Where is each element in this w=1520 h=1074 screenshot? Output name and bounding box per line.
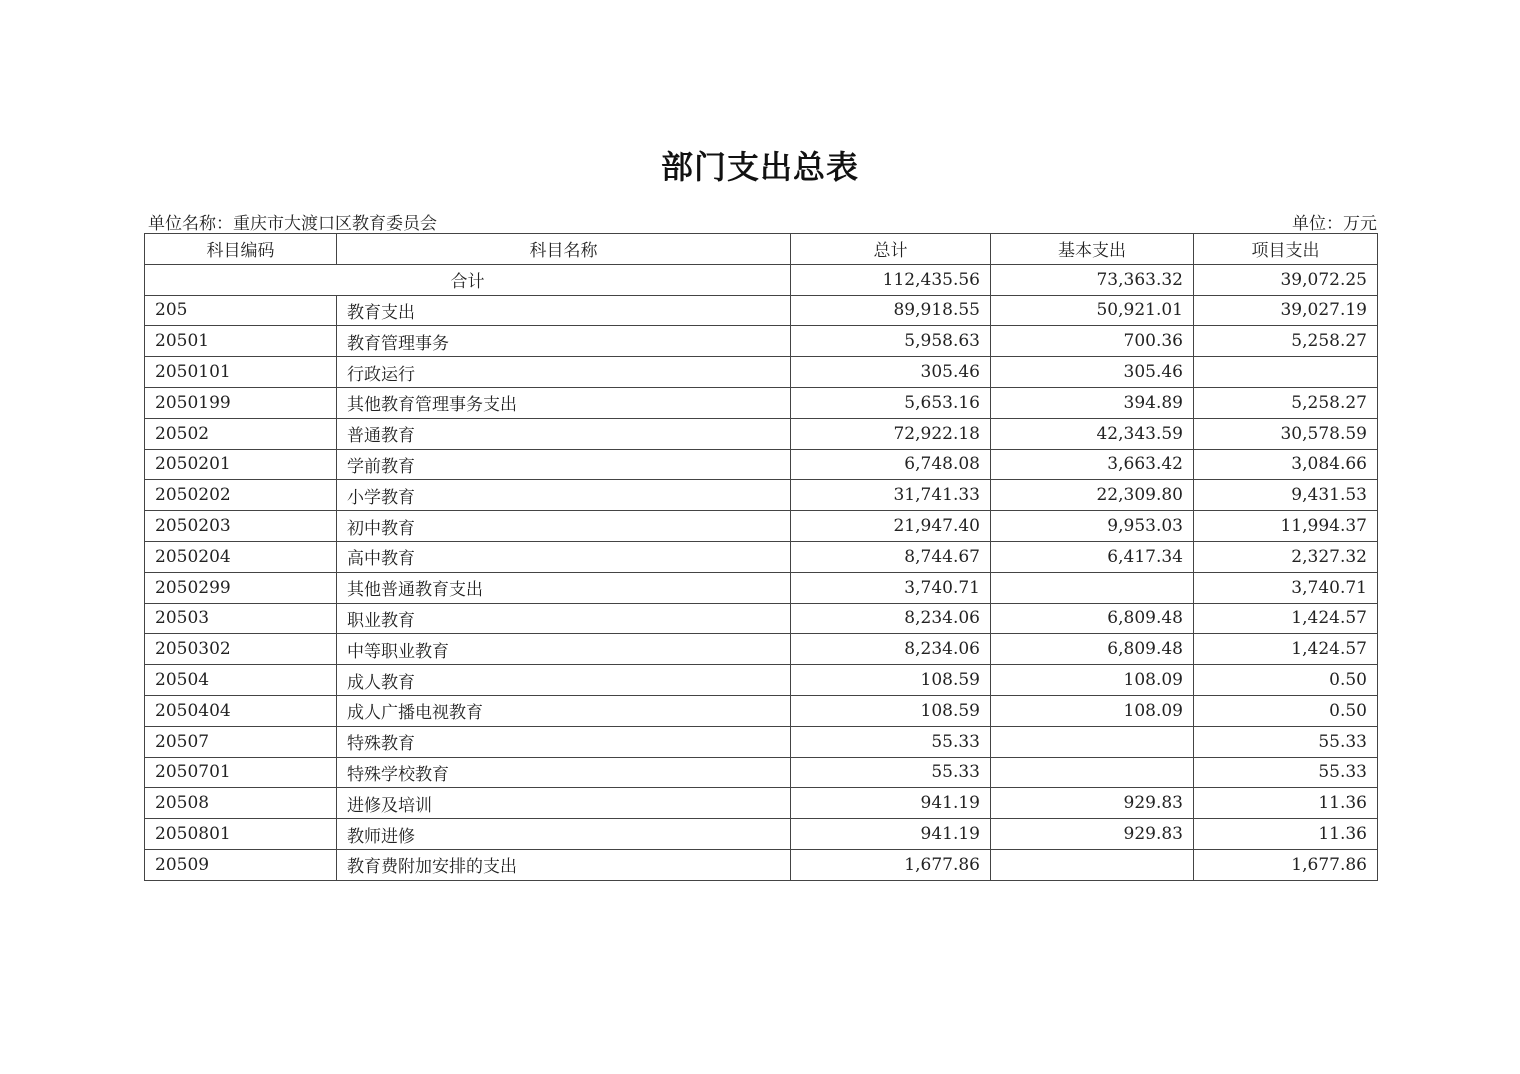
cell-project: 1,424.57 [1194, 603, 1378, 634]
cell-name: 成人广播电视教育 [337, 695, 791, 726]
table-row [145, 480, 1378, 511]
total-label: 合计 [145, 264, 791, 295]
cell-basic: 6,809.48 [991, 603, 1194, 634]
header-project: 项目支出 [1194, 234, 1378, 265]
cell-code: 2050302 [145, 634, 337, 665]
cell-total: 5,958.63 [791, 326, 991, 357]
unit-label: 单位：万元 [1292, 214, 1377, 234]
cell-total: 108.59 [791, 665, 991, 696]
cell-name: 教育费附加安排的支出 [337, 849, 791, 880]
table-row [145, 418, 1378, 449]
cell-name: 成人教育 [337, 665, 791, 696]
expenditure-table [144, 233, 1378, 881]
cell-project: 0.50 [1194, 695, 1378, 726]
cell-project [1194, 357, 1378, 388]
cell-total: 55.33 [791, 726, 991, 757]
cell-total: 8,234.06 [791, 634, 991, 665]
cell-name: 教育管理事务 [337, 326, 791, 357]
table-row [145, 449, 1378, 480]
table-row [145, 572, 1378, 603]
cell-name: 特殊教育 [337, 726, 791, 757]
cell-project: 1,677.86 [1194, 849, 1378, 880]
header-total: 总计 [791, 234, 991, 265]
table-row [145, 634, 1378, 665]
cell-basic: 50,921.01 [991, 295, 1194, 326]
cell-name: 行政运行 [337, 357, 791, 388]
cell-code: 20503 [145, 603, 337, 634]
cell-code: 20507 [145, 726, 337, 757]
cell-total: 941.19 [791, 819, 991, 850]
cell-project: 9,431.53 [1194, 480, 1378, 511]
cell-total: 89,918.55 [791, 295, 991, 326]
cell-code: 2050404 [145, 695, 337, 726]
cell-code: 2050202 [145, 480, 337, 511]
cell-code: 2050204 [145, 541, 337, 572]
table-row [145, 849, 1378, 880]
cell-code: 2050801 [145, 819, 337, 850]
unit-name-label: 单位名称：重庆市大渡口区教育委员会 [148, 214, 437, 234]
cell-name: 初中教育 [337, 511, 791, 542]
cell-name: 小学教育 [337, 480, 791, 511]
cell-name: 特殊学校教育 [337, 757, 791, 788]
cell-project: 1,424.57 [1194, 634, 1378, 665]
cell-name: 普通教育 [337, 418, 791, 449]
table-row [145, 541, 1378, 572]
cell-project: 11.36 [1194, 819, 1378, 850]
cell-total: 941.19 [791, 788, 991, 819]
cell-basic: 6,809.48 [991, 634, 1194, 665]
table-row [145, 665, 1378, 696]
cell-basic [991, 726, 1194, 757]
cell-basic: 6,417.34 [991, 541, 1194, 572]
cell-project: 3,740.71 [1194, 572, 1378, 603]
cell-project: 11.36 [1194, 788, 1378, 819]
cell-total: 8,744.67 [791, 541, 991, 572]
cell-total: 5,653.16 [791, 387, 991, 418]
cell-basic [991, 757, 1194, 788]
cell-total: 21,947.40 [791, 511, 991, 542]
cell-code: 2050203 [145, 511, 337, 542]
cell-code: 20508 [145, 788, 337, 819]
cell-basic: 3,663.42 [991, 449, 1194, 480]
header-basic: 基本支出 [991, 234, 1194, 265]
table-row [145, 387, 1378, 418]
cell-basic: 929.83 [991, 788, 1194, 819]
cell-total: 3,740.71 [791, 572, 991, 603]
cell-project: 39,027.19 [1194, 295, 1378, 326]
page-title: 部门支出总表 [660, 148, 859, 186]
table-row [145, 757, 1378, 788]
total-value: 112,435.56 [791, 264, 991, 295]
cell-total: 55.33 [791, 757, 991, 788]
cell-total: 31,741.33 [791, 480, 991, 511]
table-row [145, 726, 1378, 757]
table-row [145, 357, 1378, 388]
cell-project: 30,578.59 [1194, 418, 1378, 449]
cell-name: 其他普通教育支出 [337, 572, 791, 603]
table-row [145, 511, 1378, 542]
cell-total: 1,677.86 [791, 849, 991, 880]
cell-name: 教育支出 [337, 295, 791, 326]
total-basic-value: 73,363.32 [991, 264, 1194, 295]
cell-basic [991, 572, 1194, 603]
table-row [145, 695, 1378, 726]
table-row [145, 819, 1378, 850]
cell-name: 其他教育管理事务支出 [337, 387, 791, 418]
cell-basic: 108.09 [991, 695, 1194, 726]
cell-name: 职业教育 [337, 603, 791, 634]
cell-code: 20501 [145, 326, 337, 357]
cell-name: 进修及培训 [337, 788, 791, 819]
cell-name: 中等职业教育 [337, 634, 791, 665]
cell-basic [991, 849, 1194, 880]
cell-total: 108.59 [791, 695, 991, 726]
total-project-value: 39,072.25 [1194, 264, 1378, 295]
cell-name: 学前教育 [337, 449, 791, 480]
header-code: 科目编码 [145, 234, 337, 265]
cell-basic: 9,953.03 [991, 511, 1194, 542]
header-name: 科目名称 [337, 234, 791, 265]
cell-project: 55.33 [1194, 726, 1378, 757]
cell-project: 0.50 [1194, 665, 1378, 696]
table-row [145, 788, 1378, 819]
cell-code: 2050201 [145, 449, 337, 480]
cell-basic: 42,343.59 [991, 418, 1194, 449]
cell-project: 2,327.32 [1194, 541, 1378, 572]
cell-code: 2050199 [145, 387, 337, 418]
cell-basic: 700.36 [991, 326, 1194, 357]
cell-basic: 305.46 [991, 357, 1194, 388]
cell-project: 3,084.66 [1194, 449, 1378, 480]
cell-basic: 108.09 [991, 665, 1194, 696]
header-row [145, 234, 1378, 265]
cell-project: 11,994.37 [1194, 511, 1378, 542]
cell-total: 72,922.18 [791, 418, 991, 449]
cell-code: 2050299 [145, 572, 337, 603]
cell-project: 5,258.27 [1194, 387, 1378, 418]
cell-name: 高中教育 [337, 541, 791, 572]
cell-basic: 22,309.80 [991, 480, 1194, 511]
cell-code: 20504 [145, 665, 337, 696]
cell-total: 8,234.06 [791, 603, 991, 634]
total-row [145, 264, 1378, 295]
table-row [145, 295, 1378, 326]
cell-code: 20502 [145, 418, 337, 449]
cell-name: 教师进修 [337, 819, 791, 850]
table-row [145, 326, 1378, 357]
cell-code: 205 [145, 295, 337, 326]
cell-project: 5,258.27 [1194, 326, 1378, 357]
cell-project: 55.33 [1194, 757, 1378, 788]
cell-basic: 394.89 [991, 387, 1194, 418]
cell-total: 305.46 [791, 357, 991, 388]
table-row [145, 603, 1378, 634]
cell-basic: 929.83 [991, 819, 1194, 850]
cell-code: 2050701 [145, 757, 337, 788]
cell-code: 2050101 [145, 357, 337, 388]
cell-total: 6,748.08 [791, 449, 991, 480]
cell-code: 20509 [145, 849, 337, 880]
